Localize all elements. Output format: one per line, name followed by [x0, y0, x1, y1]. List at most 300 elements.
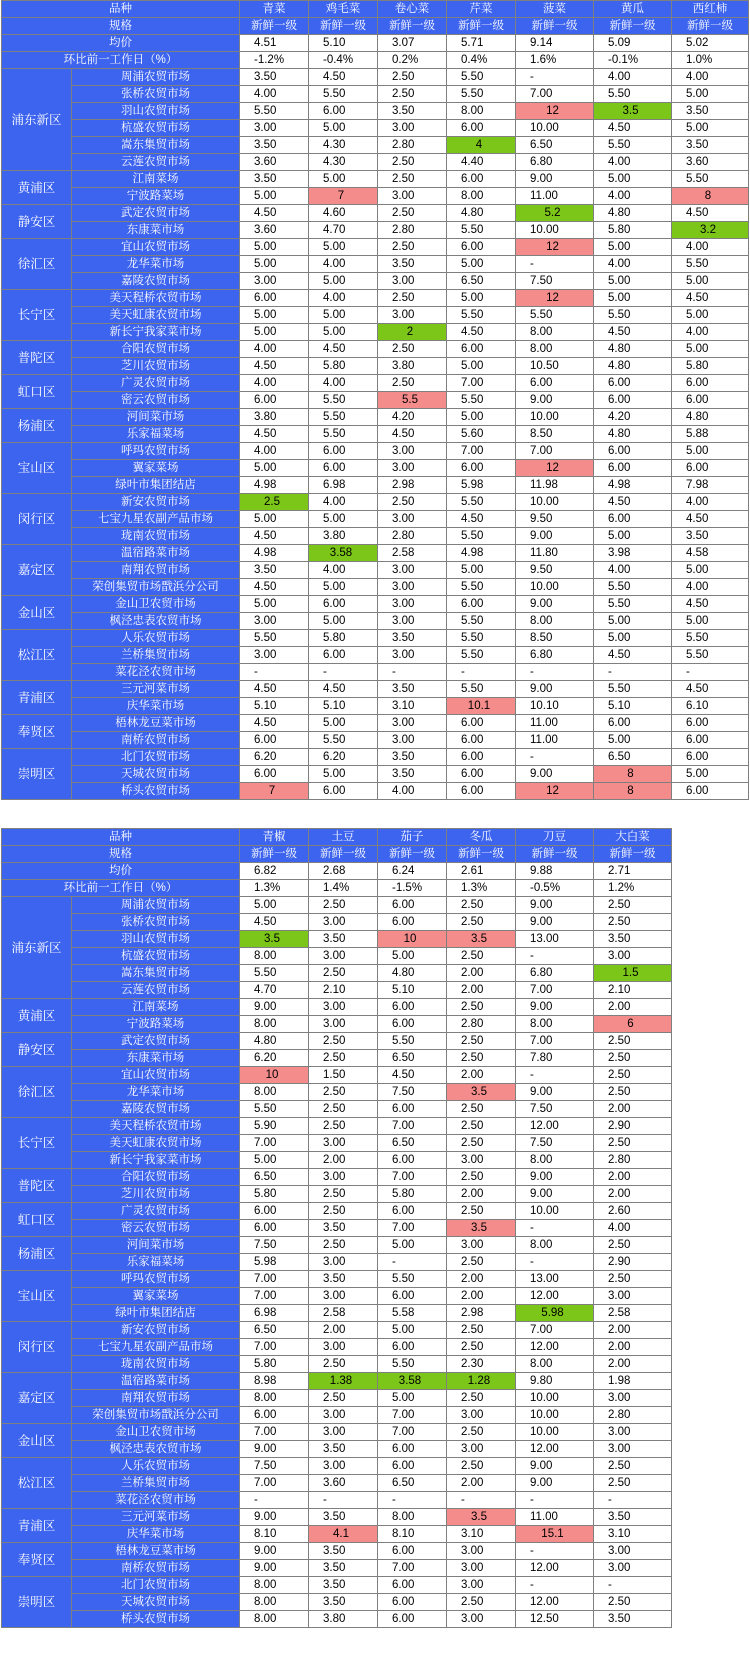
- price-cell: 1.28: [447, 1373, 516, 1390]
- price-cell: 5.00: [672, 86, 749, 103]
- market-row: [2, 1288, 672, 1305]
- average-label: 均价: [2, 35, 240, 52]
- market-row: [2, 528, 749, 545]
- price-cell: 6.00: [240, 1407, 309, 1424]
- price-cell: 7.00: [516, 443, 594, 460]
- price-cell: 6.50: [516, 137, 594, 154]
- price-cell: 2.50: [447, 1118, 516, 1135]
- price-cell: 5.00: [240, 897, 309, 914]
- market-name: 合阳农贸市场: [72, 341, 240, 358]
- market-name: 金山卫农贸市场: [72, 1424, 240, 1441]
- price-cell: 4.20: [378, 409, 447, 426]
- price-cell: 11.00: [516, 715, 594, 732]
- market-row: [2, 1407, 672, 1424]
- market-row: [2, 69, 749, 86]
- price-cell: 4.50: [309, 681, 378, 698]
- price-cell: 5.00: [240, 256, 309, 273]
- market-row: [2, 982, 672, 999]
- variety-name: 芹菜: [447, 1, 516, 18]
- price-cell: 5.50: [672, 630, 749, 647]
- market-row: [2, 1458, 672, 1475]
- price-cell: -: [447, 664, 516, 681]
- price-cell: 6.00: [240, 766, 309, 783]
- price-cell: 4.50: [240, 681, 309, 698]
- price-cell: 2.50: [378, 290, 447, 307]
- market-name: 新长宁我家菜市场: [72, 324, 240, 341]
- change-percent: 0.4%: [447, 52, 516, 69]
- price-cell: 5.10: [240, 698, 309, 715]
- spec-value: 新鲜一级: [240, 18, 309, 35]
- market-name: 新长宁我家菜市场: [72, 1152, 240, 1169]
- price-cell: 7: [309, 188, 378, 205]
- market-name: 北门农贸市场: [72, 1577, 240, 1594]
- price-cell: -: [594, 664, 672, 681]
- price-cell: 5.50: [447, 86, 516, 103]
- price-cell: 3.5: [447, 1084, 516, 1101]
- price-cell: 2.58: [309, 1305, 378, 1322]
- price-cell: 5.10: [378, 982, 447, 999]
- market-name: 梧林龙豆菜市场: [72, 715, 240, 732]
- market-name: 羽山农贸市场: [72, 103, 240, 120]
- price-cell: 4.80: [447, 205, 516, 222]
- price-cell: 3.00: [309, 1407, 378, 1424]
- price-cell: 4.00: [240, 375, 309, 392]
- price-cell: 5.50: [240, 630, 309, 647]
- district-name: 黄浦区: [2, 171, 72, 205]
- market-row: [2, 579, 749, 596]
- market-name: 嘉陵农贸市场: [72, 1101, 240, 1118]
- price-cell: 4.00: [309, 494, 378, 511]
- market-name: 枫泾忠表农贸市场: [72, 613, 240, 630]
- price-cell: 5.50: [594, 681, 672, 698]
- price-cell: 5.00: [240, 1152, 309, 1169]
- price-cell: 9.00: [516, 999, 594, 1016]
- average-price: 4.51: [240, 35, 309, 52]
- price-cell: 7.00: [447, 443, 516, 460]
- market-row: [2, 1424, 672, 1441]
- price-cell: 5.50: [594, 137, 672, 154]
- price-cell: 4.98: [240, 477, 309, 494]
- price-cell: 12: [516, 460, 594, 477]
- price-cell: 7.50: [240, 1458, 309, 1475]
- price-cell: 8.50: [516, 630, 594, 647]
- price-cell: -: [378, 1254, 447, 1271]
- price-cell: 4.50: [240, 528, 309, 545]
- price-cell: 1.5: [594, 965, 672, 982]
- price-cell: 2.50: [309, 965, 378, 982]
- price-cell: 5.50: [240, 103, 309, 120]
- price-cell: 3.10: [447, 1526, 516, 1543]
- price-cell: 5.50: [309, 426, 378, 443]
- price-cell: -: [309, 1492, 378, 1509]
- change-percent: 1.2%: [594, 880, 672, 897]
- market-row: [2, 698, 749, 715]
- variety-header-row: [2, 829, 672, 846]
- district-name: 嘉定区: [2, 1373, 72, 1424]
- price-cell: 3.50: [240, 171, 309, 188]
- average-price-row: [2, 35, 749, 52]
- price-cell: 4.50: [240, 579, 309, 596]
- market-row: [2, 1390, 672, 1407]
- market-name: 龙华菜市场: [72, 256, 240, 273]
- price-cell: 4.20: [594, 409, 672, 426]
- price-cell: 6.00: [378, 1577, 447, 1594]
- price-cell: 6.00: [378, 1016, 447, 1033]
- price-cell: 4.70: [309, 222, 378, 239]
- market-row: [2, 1373, 672, 1390]
- district-name: 奉贤区: [2, 715, 72, 749]
- market-row: [2, 1220, 672, 1237]
- price-cell: 5.80: [309, 630, 378, 647]
- price-cell: 6.00: [594, 460, 672, 477]
- price-cell: 4.98: [594, 477, 672, 494]
- price-cell: 6.00: [447, 171, 516, 188]
- price-cell: 1.38: [309, 1373, 378, 1390]
- market-name: 美天虹康农贸市场: [72, 1135, 240, 1152]
- price-cell: 8.00: [240, 1611, 309, 1628]
- price-cell: 2.50: [378, 69, 447, 86]
- market-name: 珑南农贸市场: [72, 1356, 240, 1373]
- price-cell: 5.50: [447, 613, 516, 630]
- price-cell: 2.98: [447, 1305, 516, 1322]
- price-cell: 5.60: [447, 426, 516, 443]
- price-cell: 3.00: [309, 1288, 378, 1305]
- change-percent: 1.6%: [516, 52, 594, 69]
- spec-value: 新鲜一级: [447, 18, 516, 35]
- market-name: 枫泾忠表农贸市场: [72, 1441, 240, 1458]
- price-cell: 12.00: [516, 1441, 594, 1458]
- market-row: [2, 715, 749, 732]
- market-row: [2, 409, 749, 426]
- district-name: 嘉定区: [2, 545, 72, 596]
- price-cell: -: [516, 1254, 594, 1271]
- price-cell: 7.98: [672, 477, 749, 494]
- market-name: 密云农贸市场: [72, 1220, 240, 1237]
- price-cell: 1.50: [309, 1067, 378, 1084]
- district-name: 静安区: [2, 1033, 72, 1067]
- price-cell: 4.00: [672, 324, 749, 341]
- change-percent: 1.4%: [309, 880, 378, 897]
- price-cell: -: [516, 1492, 594, 1509]
- price-cell: 4.50: [672, 596, 749, 613]
- price-cell: 11.00: [516, 732, 594, 749]
- change-percent: -1.5%: [378, 880, 447, 897]
- price-cell: 3.00: [309, 1424, 378, 1441]
- price-cell: 6.00: [594, 715, 672, 732]
- price-cell: 3.00: [378, 511, 447, 528]
- market-name: 绿叶市集团结店: [72, 477, 240, 494]
- price-cell: 8.00: [240, 1016, 309, 1033]
- price-cell: 4.80: [594, 358, 672, 375]
- market-name: 人乐农贸市场: [72, 630, 240, 647]
- market-row: [2, 171, 749, 188]
- price-cell: 4.50: [240, 715, 309, 732]
- district-name: 闵行区: [2, 1322, 72, 1373]
- table-2-body: [2, 829, 672, 1628]
- price-cell: 7.00: [516, 86, 594, 103]
- market-row: [2, 511, 749, 528]
- price-cell: 6.00: [378, 1339, 447, 1356]
- price-cell: 4.50: [240, 205, 309, 222]
- price-cell: 8.00: [447, 103, 516, 120]
- market-row: [2, 137, 749, 154]
- price-cell: 4.00: [309, 256, 378, 273]
- price-cell: 9.00: [240, 1543, 309, 1560]
- variety-name: 卷心菜: [378, 1, 447, 18]
- price-cell: 6.00: [594, 511, 672, 528]
- price-cell: 7.00: [378, 1118, 447, 1135]
- price-cell: 5.98: [516, 1305, 594, 1322]
- variety-label: 品种: [2, 829, 240, 846]
- market-row: [2, 1594, 672, 1611]
- price-cell: 2.10: [309, 982, 378, 999]
- average-price-row: [2, 863, 672, 880]
- average-label: 均价: [2, 863, 240, 880]
- market-name: 美天程桥农贸市场: [72, 290, 240, 307]
- price-cell: 6.20: [240, 749, 309, 766]
- price-cell: 3.00: [594, 1441, 672, 1458]
- price-cell: 5.50: [309, 392, 378, 409]
- price-cell: 3.00: [309, 914, 378, 931]
- price-cell: 2.00: [309, 1322, 378, 1339]
- price-cell: 3.00: [309, 1339, 378, 1356]
- price-cell: 2.50: [447, 1254, 516, 1271]
- price-cell: 3.50: [309, 1560, 378, 1577]
- price-cell: 9.00: [516, 1169, 594, 1186]
- market-row: [2, 1033, 672, 1050]
- price-cell: 5.2: [516, 205, 594, 222]
- price-cell: 2.80: [378, 137, 447, 154]
- market-row: [2, 1050, 672, 1067]
- price-cell: 5.10: [594, 698, 672, 715]
- market-name: 杭盛农贸市场: [72, 120, 240, 137]
- price-cell: 3.00: [378, 188, 447, 205]
- price-cell: 3.00: [309, 1016, 378, 1033]
- price-cell: 3.5: [447, 1220, 516, 1237]
- price-cell: 3.00: [594, 1288, 672, 1305]
- market-row: [2, 1254, 672, 1271]
- spec-value: 新鲜一级: [309, 846, 378, 863]
- price-cell: 5.50: [447, 494, 516, 511]
- spec-header-row: [2, 846, 672, 863]
- price-cell: 2.10: [594, 982, 672, 999]
- price-cell: 2.00: [447, 1475, 516, 1492]
- district-name: 杨浦区: [2, 1237, 72, 1271]
- price-cell: 4.00: [378, 783, 447, 800]
- market-row: [2, 375, 749, 392]
- price-cell: 7.00: [516, 1033, 594, 1050]
- price-cell: 5.00: [447, 290, 516, 307]
- market-row: [2, 290, 749, 307]
- price-cell: 2.50: [447, 1101, 516, 1118]
- price-cell: 3.60: [240, 222, 309, 239]
- market-name: 人乐农贸市场: [72, 1458, 240, 1475]
- price-cell: 5.50: [378, 1033, 447, 1050]
- price-cell: 4.00: [309, 375, 378, 392]
- price-cell: 5.00: [594, 630, 672, 647]
- market-row: [2, 477, 749, 494]
- price-cell: 2.98: [378, 477, 447, 494]
- price-cell: 2.50: [447, 1203, 516, 1220]
- price-cell: 4.50: [594, 647, 672, 664]
- price-cell: 5.00: [378, 1390, 447, 1407]
- price-cell: 12: [516, 783, 594, 800]
- price-cell: 3.60: [672, 154, 749, 171]
- price-cell: 3.5: [240, 931, 309, 948]
- price-cell: 2.58: [594, 1305, 672, 1322]
- market-row: [2, 1611, 672, 1628]
- variety-name: 鸡毛菜: [309, 1, 378, 18]
- variety-label: 品种: [2, 1, 240, 18]
- price-cell: 12.00: [516, 1560, 594, 1577]
- price-cell: 3.00: [378, 120, 447, 137]
- change-percent: -1.2%: [240, 52, 309, 69]
- market-row: [2, 358, 749, 375]
- price-cell: 11.98: [516, 477, 594, 494]
- price-cell: 10.1: [447, 698, 516, 715]
- price-cell: 3.00: [240, 613, 309, 630]
- price-cell: 6.00: [378, 1543, 447, 1560]
- price-cell: 4.50: [672, 511, 749, 528]
- price-cell: 6.50: [378, 1135, 447, 1152]
- market-name: 呼玛农贸市场: [72, 1271, 240, 1288]
- price-cell: 8.10: [378, 1526, 447, 1543]
- price-cell: 9.00: [240, 999, 309, 1016]
- market-name: 云莲农贸市场: [72, 982, 240, 999]
- price-cell: 2.80: [378, 528, 447, 545]
- market-name: 芝川农贸市场: [72, 358, 240, 375]
- price-cell: 3.00: [447, 1560, 516, 1577]
- district-name: 虹口区: [2, 375, 72, 409]
- price-cell: 4.58: [672, 545, 749, 562]
- price-cell: 6.00: [309, 443, 378, 460]
- market-row: [2, 1492, 672, 1509]
- price-cell: 3.80: [309, 528, 378, 545]
- price-cell: 5.00: [240, 188, 309, 205]
- price-cell: 2.90: [594, 1118, 672, 1135]
- variety-name: 冬瓜: [447, 829, 516, 846]
- price-cell: 5.50: [378, 1271, 447, 1288]
- price-cell: 6: [594, 1016, 672, 1033]
- price-cell: 6.00: [447, 596, 516, 613]
- price-cell: 3.00: [378, 596, 447, 613]
- price-cell: 8.00: [240, 1594, 309, 1611]
- price-cell: 7.00: [378, 1407, 447, 1424]
- price-cell: 10.00: [516, 1203, 594, 1220]
- market-row: [2, 1322, 672, 1339]
- price-cell: 5.00: [672, 341, 749, 358]
- price-cell: 4.00: [240, 443, 309, 460]
- price-cell: 3.00: [378, 460, 447, 477]
- market-row: [2, 1135, 672, 1152]
- market-name: 宁波路菜场: [72, 1016, 240, 1033]
- price-cell: 6.50: [447, 273, 516, 290]
- price-cell: 2.50: [447, 999, 516, 1016]
- price-cell: 4.00: [309, 290, 378, 307]
- change-percent: -0.1%: [594, 52, 672, 69]
- price-cell: 8.00: [516, 1016, 594, 1033]
- price-cell: 13.00: [516, 1271, 594, 1288]
- price-cell: 4.50: [594, 494, 672, 511]
- price-cell: 12.50: [516, 1611, 594, 1628]
- price-cell: 7.00: [447, 375, 516, 392]
- average-price: 6.82: [240, 863, 309, 880]
- market-row: [2, 120, 749, 137]
- price-cell: 2.50: [378, 375, 447, 392]
- price-cell: 5.58: [378, 1305, 447, 1322]
- district-name: 长宁区: [2, 1118, 72, 1169]
- price-cell: 5.00: [309, 511, 378, 528]
- average-price: 6.24: [378, 863, 447, 880]
- price-cell: 8.00: [516, 324, 594, 341]
- price-table-1: [1, 0, 749, 800]
- change-label: 环比前一工作日（%）: [2, 52, 240, 69]
- price-cell: 5.00: [594, 171, 672, 188]
- price-cell: 11.00: [516, 1509, 594, 1526]
- market-row: [2, 1118, 672, 1135]
- price-cell: 3.00: [309, 1254, 378, 1271]
- price-cell: 5.00: [378, 1237, 447, 1254]
- price-cell: 7.00: [516, 1322, 594, 1339]
- market-name: 兰桥集贸市场: [72, 647, 240, 664]
- price-cell: 4.1: [309, 1526, 378, 1543]
- price-cell: 6.00: [378, 1101, 447, 1118]
- price-cell: 2.00: [447, 1271, 516, 1288]
- price-cell: 4.50: [240, 426, 309, 443]
- price-cell: 3.00: [378, 613, 447, 630]
- price-cell: 3.80: [378, 358, 447, 375]
- price-cell: 5.50: [672, 171, 749, 188]
- price-cell: 5.00: [240, 460, 309, 477]
- price-cell: 9.00: [516, 392, 594, 409]
- market-row: [2, 1186, 672, 1203]
- market-name: 南桥农贸市场: [72, 732, 240, 749]
- spec-value: 新鲜一级: [378, 846, 447, 863]
- market-name: 荣创集贸市场戬浜分公司: [72, 579, 240, 596]
- price-cell: 5.80: [240, 1186, 309, 1203]
- price-cell: -: [516, 256, 594, 273]
- market-name: 张桥农贸市场: [72, 914, 240, 931]
- price-cell: 5.00: [447, 256, 516, 273]
- price-cell: 9.00: [516, 171, 594, 188]
- price-cell: 5.00: [240, 239, 309, 256]
- price-cell: 3.60: [240, 154, 309, 171]
- price-cell: 8.00: [240, 1390, 309, 1407]
- market-row: [2, 494, 749, 511]
- price-cell: 3.50: [672, 137, 749, 154]
- price-cell: 3.2: [672, 222, 749, 239]
- price-cell: 8.00: [516, 1237, 594, 1254]
- price-cell: 5.50: [309, 409, 378, 426]
- price-cell: 5.00: [309, 579, 378, 596]
- price-cell: 5.00: [240, 511, 309, 528]
- market-row: [2, 1067, 672, 1084]
- price-cell: 4.30: [309, 137, 378, 154]
- price-cell: 8.98: [240, 1373, 309, 1390]
- price-cell: 4.00: [672, 494, 749, 511]
- price-cell: 3.00: [378, 443, 447, 460]
- price-cell: 4.00: [594, 188, 672, 205]
- price-cell: 4.30: [309, 154, 378, 171]
- price-cell: 6.00: [378, 1203, 447, 1220]
- market-name: 翼家菜场: [72, 460, 240, 477]
- market-name: 乐家福菜场: [72, 1254, 240, 1271]
- change-percent: 0.2%: [378, 52, 447, 69]
- spec-value: 新鲜一级: [378, 18, 447, 35]
- price-cell: 2.50: [447, 897, 516, 914]
- price-cell: 6.00: [594, 392, 672, 409]
- price-cell: 5.50: [447, 222, 516, 239]
